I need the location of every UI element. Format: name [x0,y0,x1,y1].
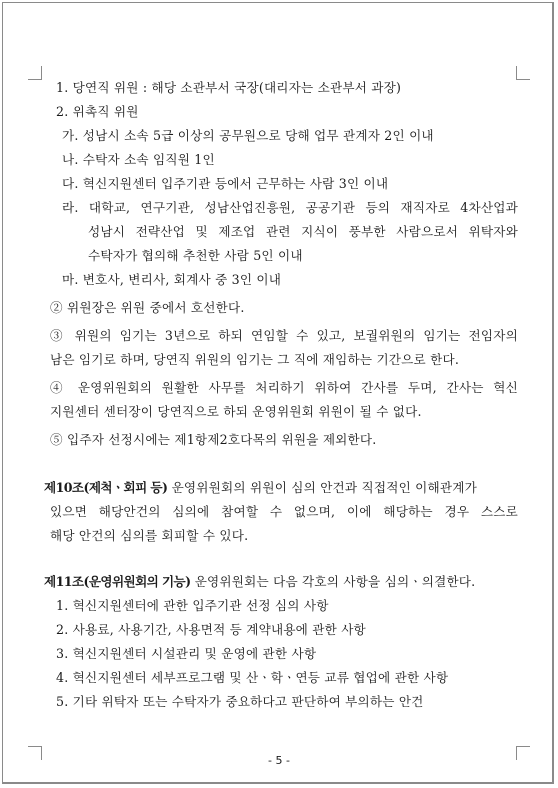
text-line: 가. 성남시 소속 5급 이상의 공무원으로 당해 업무 관계자 2인 이내 [62,128,434,143]
article-11-title: 제11조(운영위원회의 기능) [44,574,191,589]
text-line: 성남시 전략산업 및 제조업 관련 지식이 풍부한 사람으로서 위탁자와 [88,224,518,239]
text-line: 마. 변호사, 변리사, 회계사 중 3인 이내 [62,272,282,287]
list-item: 5. 기타 위탁자 또는 수탁자가 중요하다고 판단하여 부의하는 안건 [56,694,424,709]
text-line: 2. 위촉직 위원 [56,104,139,119]
article-10-title: 제10조(제척ㆍ회피 등) [44,480,168,495]
text-line: 해당 안건의 심의를 회피할 수 있다. [50,528,249,543]
article-10-text: 운영위원회의 위원이 심의 안건과 직접적인 이해관계가 [167,480,477,495]
text-line: 남은 임기로 하며, 당연직 위원의 임기는 그 직에 재임하는 기간으로 한다. [50,352,460,367]
text-line: 있으면 해당안건의 심의에 참여할 수 없으며, 이에 해당하는 경우 스스로 [50,504,518,519]
page-number: - 5 - [268,754,290,767]
list-item: 3. 혁신지원센터 시설관리 및 운영에 관한 사항 [56,646,317,661]
text-line: 1. 당연직 위원 : 해당 소관부서 국장(대리자는 소관부서 과장) [56,80,402,95]
article-11-line [44,574,475,590]
text-line: 지원센터 센터장이 당연직으로 하되 운영위원회 위원이 될 수 없다. [50,404,422,419]
article-10-line [44,480,518,496]
corner-mark-top-right [516,66,530,80]
text-line: ② 위원장은 위원 중에서 호선한다. [50,300,245,315]
text-line: 라. 대학교, 연구기관, 성남산업진흥원, 공공기관 등의 재직자로 4차산업과 [62,200,518,215]
text-line: ④ 운영위원회의 원활한 사무를 처리하기 위하여 간사를 두며, 간사는 혁신 [50,380,518,395]
text-line: ⑤ 입주자 선정시에는 제1항제2호다목의 위원을 제외한다. [50,432,377,447]
list-item: 4. 혁신지원센터 세부프로그램 및 산ㆍ학ㆍ연등 교류 협업에 관한 사항 [56,670,449,685]
text-line: 다. 혁신지원센터 입주기관 등에서 근무하는 사람 3인 이내 [62,176,389,191]
text-line: 수탁자가 협의해 추천한 사람 5인 이내 [88,248,303,263]
article-11-text: 운영위원회는 다음 각호의 사항을 심의ㆍ의결한다. [190,574,476,589]
text-line: ③ 위원의 임기는 3년으로 하되 연임할 수 있고, 보궐위원의 임기는 전임자의 [50,328,518,343]
corner-mark-top-left [28,66,42,80]
text-line: 나. 수탁자 소속 임직원 1인 [62,152,215,167]
list-item: 2. 사용료, 사용기간, 사용면적 등 계약내용에 관한 사항 [56,622,366,637]
list-item: 1. 혁신지원센터에 관한 입주기관 선정 심의 사항 [56,598,329,613]
